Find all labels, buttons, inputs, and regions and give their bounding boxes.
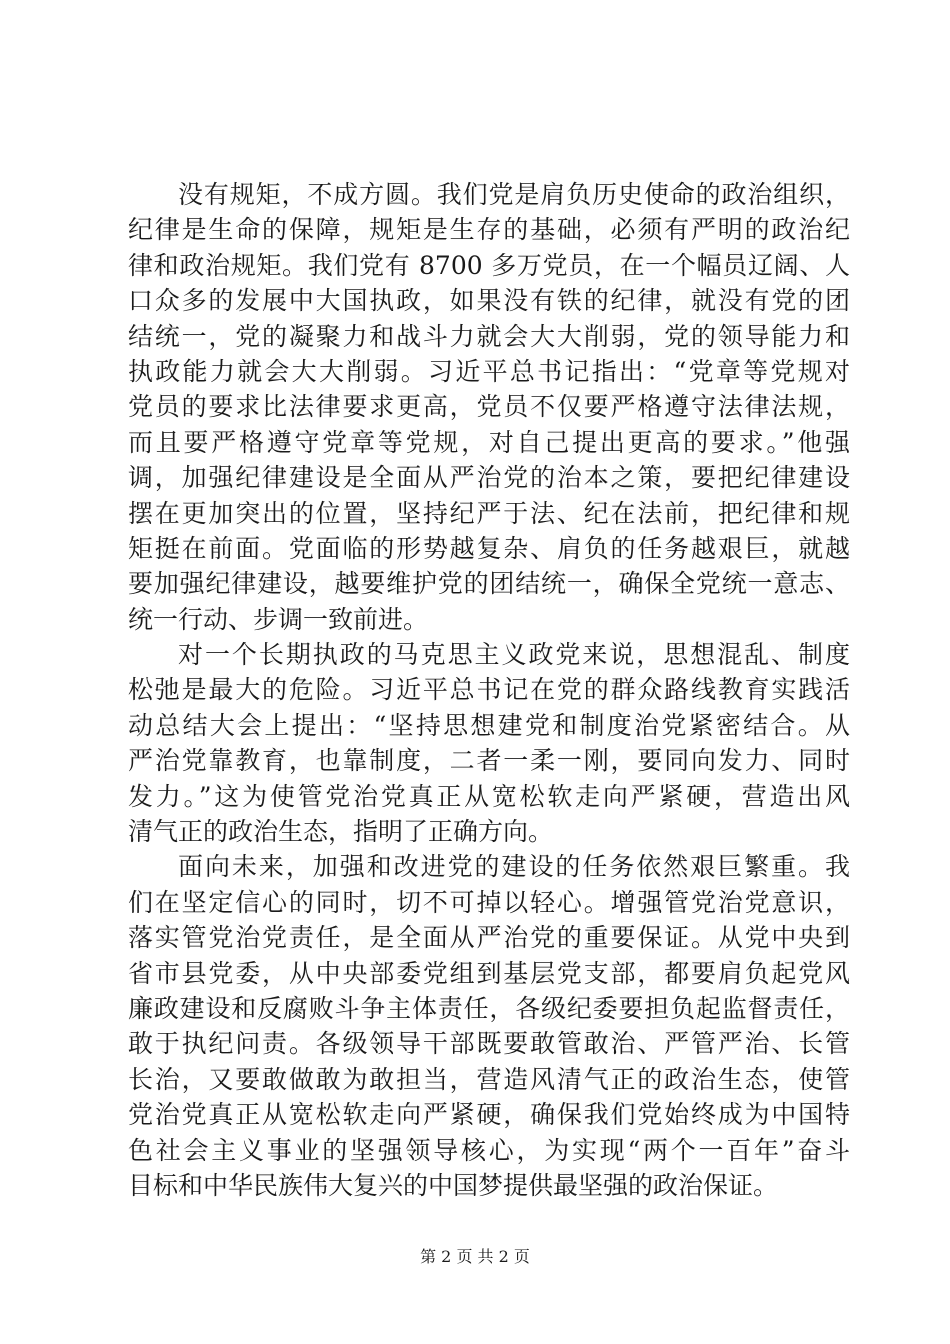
- text-line: 目标和中华民族伟大复兴的中国梦提供最坚强的政治保证。: [128, 1170, 779, 1200]
- paragraph: [128, 637, 850, 849]
- text-line: 调，加强纪律建设是全面从严治党的治本之策，要把纪律建设: [128, 463, 850, 493]
- text-line: 敢于执纪问责。各级领导干部既要敢管敢治、严管严治、长管: [128, 1029, 850, 1059]
- text-line: 摆在更加突出的位置，坚持纪严于法、纪在法前，把纪律和规: [128, 498, 850, 528]
- text-line: 党治党真正从宽松软走向严紧硬，确保我们党始终成为中国特: [128, 1100, 850, 1130]
- text-line: 党员的要求比法律要求更高，党员不仅要严格遵守法律法规，: [128, 392, 850, 422]
- text-line: 没有规矩，不成方圆。我们党是肩负历史使命的政治组织，: [178, 180, 850, 209]
- text-line: 而且要严格遵守党章等党规，对自己提出更高的要求。”他强: [128, 427, 850, 457]
- text-line: 严治党靠教育，也靠制度，二者一柔一刚，要同向发力、同时: [128, 746, 850, 776]
- text-line: 矩挺在前面。党面临的形势越复杂、肩负的任务越艰巨，就越: [128, 533, 850, 563]
- text-line: 口众多的发展中大国执政，如果没有铁的纪律，就没有党的团: [128, 286, 850, 316]
- text-line: 纪律是生命的保障，规矩是生存的基础，必须有严明的政治纪: [128, 215, 850, 245]
- text-line: 省市县党委，从中央部委党组到基层党支部，都要肩负起党风: [128, 958, 850, 988]
- text-line: 律和政治规矩。我们党有 8700 多万党员，在一个幅员辽阔、人: [128, 250, 850, 280]
- text-line: 落实管党治党责任，是全面从严治党的重要保证。从党中央到: [128, 923, 850, 953]
- text-line: 色社会主义事业的坚强领导核心，为实现“两个一百年”奋斗: [128, 1135, 850, 1165]
- text-line: 们在坚定信心的同时，切不可掉以轻心。增强管党治党意识，: [128, 887, 850, 917]
- document-body: [128, 177, 850, 1203]
- text-line: 松弛是最大的危险。习近平总书记在党的群众路线教育实践活: [128, 675, 850, 705]
- text-line: 要加强纪律建设，越要维护党的团结统一，确保全党统一意志、: [128, 569, 850, 599]
- text-line: 清气正的政治生态，指明了正确方向。: [128, 817, 554, 847]
- text-line: 结统一，党的凝聚力和战斗力就会大大削弱，党的领导能力和: [128, 321, 850, 351]
- text-line: 廉政建设和反腐败斗争主体责任，各级纪委要担负起监督责任，: [128, 993, 850, 1023]
- text-line: 执政能力就会大大削弱。习近平总书记指出：“党章等党规对: [128, 356, 850, 386]
- text-line: 面向未来，加强和改进党的建设的任务依然艰巨繁重。我: [178, 852, 850, 882]
- paragraph: [128, 849, 850, 1203]
- page-footer: 第 2 页 共 2 页: [420, 1247, 530, 1266]
- text-line: 对一个长期执政的马克思主义政党来说，思想混乱、制度: [178, 640, 850, 670]
- text-line: 动总结大会上提出：“坚持思想建党和制度治党紧密结合。从: [128, 710, 850, 740]
- text-line: 发力。”这为使管党治党真正从宽松软走向严紧硬，营造出风: [128, 781, 850, 811]
- text-line: 长治，又要敢做敢为敢担当，营造风清气正的政治生态，使管: [128, 1064, 850, 1094]
- paragraph: [128, 177, 850, 637]
- text-line: 统一行动、步调一致前进。: [128, 604, 429, 634]
